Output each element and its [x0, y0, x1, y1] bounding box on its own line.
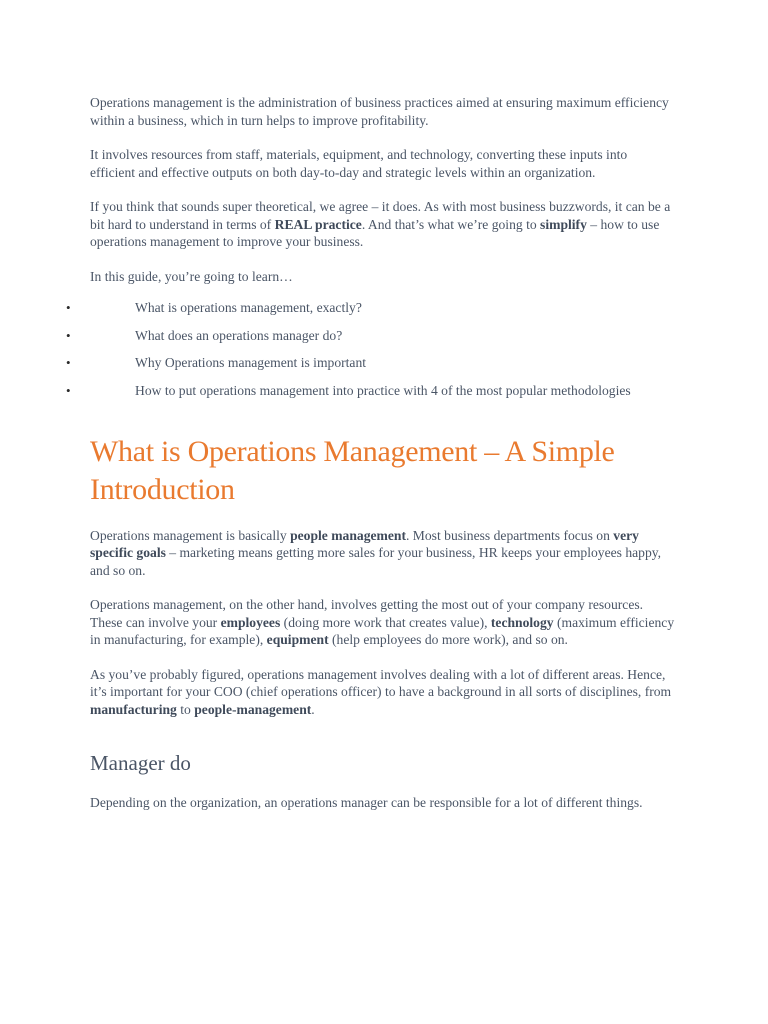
list-item	[66, 327, 675, 345]
text-run: Operations management is basically	[90, 527, 291, 543]
text-run: (maximum efficiency in manufacturing, for example),	[90, 614, 675, 647]
text-run: (help employees do more work), and so on.	[328, 632, 568, 647]
bold-people-management-2: people-management	[194, 701, 312, 717]
bold-manufacturing: manufacturing	[90, 701, 177, 717]
list-item-text: How to put operations management into practice with 4 of the most popular methodologies	[135, 382, 631, 398]
bold-people-management: people management	[290, 527, 406, 543]
list-item-text: Why Operations management is important	[135, 355, 367, 370]
section2-paragraph-1: Depending on the organization, an operations manager can be responsible for a lot of different things.	[90, 794, 643, 810]
section1-paragraph-3	[90, 666, 675, 719]
list-item-text: What does an operations manager do?	[135, 327, 343, 343]
list-item	[66, 299, 675, 317]
text-run: .	[311, 701, 315, 717]
section-heading-intro: What is Operations Management – A Simple Introduction	[90, 435, 615, 506]
bullet-icon: •	[66, 327, 71, 343]
intro-paragraph-3	[90, 198, 675, 251]
text-run: . Most business departments focus on	[406, 527, 614, 543]
section1-paragraph-1	[90, 527, 675, 580]
text-run: – how to use operations management to improve your business.	[90, 216, 660, 249]
bullet-icon: •	[66, 382, 71, 398]
text-run: As you’ve probably figured, operations management involves dealing with a lot of different areas. Hence, it’s important for your COO (chief operations officer) to have a background in all sorts of disciplines, from	[90, 666, 672, 699]
text-run: to	[176, 701, 195, 717]
text-run: Operations management, on the other hand, involves getting the most out of your company resources. These can involve your	[90, 597, 644, 630]
bold-equipment: equipment	[266, 632, 329, 647]
text-run: . And that’s what we’re going to	[361, 216, 541, 232]
text-run: – marketing means getting more sales for your business, HR keeps your employees happy, and so on.	[90, 545, 662, 578]
bold-technology: technology	[490, 614, 554, 630]
bold-very-specific-goals: very specific goals	[90, 527, 639, 560]
bold-simplify: simplify	[540, 216, 587, 232]
section1-paragraph-2	[90, 596, 675, 649]
intro-paragraph-1: Operations management is the administration of business practices aimed at ensuring maximum efficiency within a business, which in turn helps to improve profitability.	[90, 95, 669, 128]
text-run: (doing more work that creates value),	[280, 614, 491, 630]
bullet-icon: •	[66, 300, 71, 315]
intro-paragraph-2: It involves resources from staff, materials, equipment, and technology, converting these inputs into efficient and effective outputs on both day-to-day and strategic levels within an organization.	[90, 147, 628, 180]
bullet-icon: •	[66, 355, 71, 370]
section-heading-manager: Manager do	[90, 751, 191, 775]
bold-real-practice: REAL practice	[274, 216, 362, 232]
intro-paragraph-4: In this guide, you’re going to learn…	[90, 268, 293, 284]
learning-list	[66, 299, 675, 399]
text-run: If you think that sounds super theoretical, we agree – it does. As with most business buzzwords, it can be a bit hard to understand in terms of	[90, 199, 671, 232]
list-item	[66, 354, 675, 372]
list-item-text: What is operations management, exactly?	[135, 300, 362, 315]
document-page	[66, 94, 675, 811]
list-item	[66, 382, 675, 400]
bold-employees: employees	[220, 614, 281, 630]
